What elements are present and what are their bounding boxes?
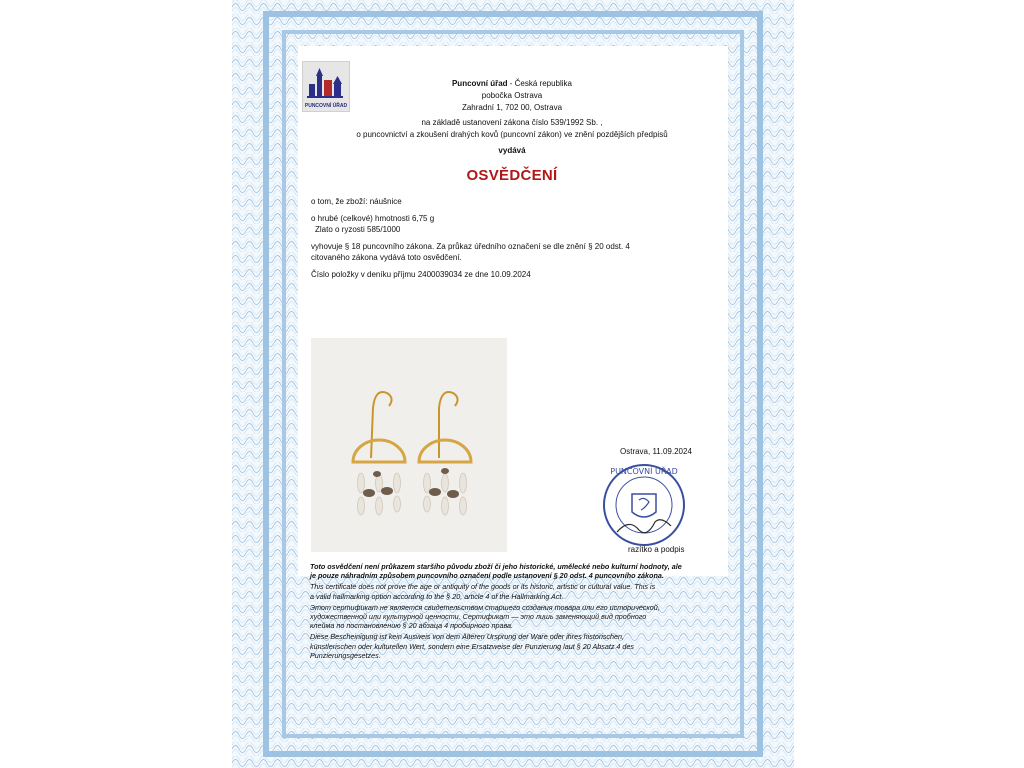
earrings-image	[311, 338, 507, 552]
disclaimer-en-line-1: This certificate does not prove the age or antiquity of the goods or its historic, artistic or cultural value. This is	[310, 582, 656, 592]
issues-line: vydává	[498, 146, 526, 155]
disclaimer-en-line-2: a valid hallmarking option according to the § 20, article 4 of the Hallmarking Act.	[310, 591, 564, 601]
disclaimer-block	[310, 562, 720, 662]
disclaimer-ru-line-1: Этот сертификат не является свидетельством старшего создания товара или его исторической,	[310, 602, 660, 612]
signature-label: razítko a podpis	[628, 545, 685, 554]
law-line-1: na základě ustanovení zákona číslo 539/1992 Sb. ,	[421, 118, 603, 127]
weight-line: o hrubé (celkové) hmotnosti 6,75 g	[311, 214, 435, 223]
disclaimer-ru-line-2: художественной или культурной ценности. Сертификат — это лишь заменяющий вид пробного	[310, 612, 647, 622]
stamp-seal	[599, 460, 689, 550]
office-line	[299, 79, 725, 89]
office-country: - Česká republika	[507, 79, 573, 88]
compliance-line-2: citovaného zákona vydává toto osvědčení.	[311, 253, 462, 262]
official-stamp-icon	[599, 460, 689, 550]
disclaimer-cz-line-1: Toto osvědčení není průkazem staršího původu zboží či jeho historické, umělecké nebo kulturní hodnoty, ale	[310, 562, 682, 571]
address-line: Zahradní 1, 702 00, Ostrava	[461, 103, 563, 112]
disclaimer-cz-line-2: je pouze náhradním způsobem puncovního označení podle ustanovení § 20 odst. 4 puncovního zákona.	[310, 571, 664, 581]
item-number-line: Číslo položky v deníku příjmu 2400039034 ze dne 10.09.2024	[311, 270, 531, 279]
place-date: Ostrava, 11.09.2024	[620, 447, 692, 456]
disclaimer-de-line-3: Punzierungsgesetzes.	[310, 650, 381, 660]
stamp-text: PUNCOVNÍ ÚŘAD	[610, 467, 678, 476]
compliance-line-1: vyhovuje § 18 puncovního zákona. Za průkaz úředního označení se dle znění § 20 odst. 4	[311, 242, 630, 251]
disclaimer-de-line-2: künstlerischen oder kulturellen Wert, sondern eine Ersatzweise der Punzierung laut § 20 Absatz 4 des	[310, 641, 635, 651]
metal-line: Zlato o ryzosti 585/1000	[315, 225, 401, 234]
certificate-title: OSVĚDČENÍ	[466, 167, 558, 184]
office-name: Puncovní úřad	[451, 79, 508, 88]
logo-text: PUNCOVNÍ ÚŘAD	[304, 103, 348, 109]
disclaimer-de-line-1: Diese Bescheinigung ist kein Ausweis von dem Älteren Ursprung der Ware oder ihres historischen,	[310, 632, 625, 642]
law-line-2: o puncovnictví a zkoušení drahých kovů (puncovní zákon) ve znění pozdějších předpisů	[356, 130, 668, 139]
earrings-photo	[311, 338, 507, 552]
disclaimer-ru-line-3: клейма по постановлению § 20 абзаца 4 пробирного права.	[310, 621, 514, 631]
branch-line: pobočka Ostrava	[481, 91, 543, 100]
goods-line: o tom, že zboží: náušnice	[311, 197, 402, 206]
